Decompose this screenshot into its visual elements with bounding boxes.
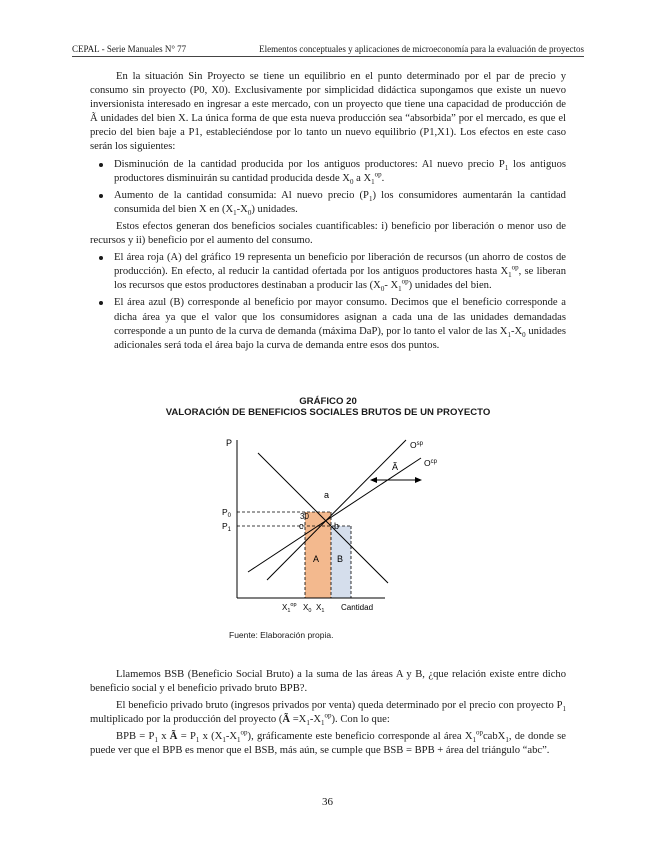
shift-label: Ã [392,462,399,472]
figure-label: GRÁFICO 20 [299,396,357,407]
header-series: CEPAL - Serie Manuales N° 77 [72,44,187,54]
y-tick-p1: $P_1$ [222,521,232,533]
body-text-top [90,70,566,356]
page-number: 36 [322,796,333,808]
paragraph-intro: En la situación Sin Proyecto se tiene un equilibrio en el punto determinado por el par de precio y consumo sin proyecto (P0, X0). Exclusivamente por simplicidad didáctica supongamos que existe un nuevo inversionista interesado en ingresar a este mercado, con un proyecto que tiene una capacidad de producción de Ã unidades del bien X. La única forma de que esta nueva producción sea “absorbida” por el mercado, es que el precio del bien baje a P1, estableciéndose por lo tanto un nuevo equilibrio (P1,X1). Los efectos en este caso serán los siguientes: [90,71,566,153]
x-tick-x1op: $X_1^{op}$ [282,602,297,614]
figure-caption: VALORACIÓN DE BENEFICIOS SOCIALES BRUTOS DE UN PROYECTO [165,407,491,418]
x-tick-x0: $X_0$ [303,603,312,614]
figure-source: Fuente: Elaboración propia. [229,630,334,640]
point-a-label: a [324,490,330,500]
shift-arrow-head-right [415,477,422,483]
point-b-label: b [334,521,340,531]
point-c-label: c [299,521,304,531]
paragraph-benefits: Estos efectos generan dos beneficios sociales cuantificables: i) beneficio por liberación o menor uso de recursos y ii) beneficio por el aumento del consumo. [90,220,566,247]
header-title: Elementos conceptuales y aplicaciones de microeconomía para la evaluación de proyectos [259,44,584,54]
bullet-area-a: El área roja (A) del gráfico 19 representa un beneficio por liberación de recursos (un ahorro de costos de producción). En efecto, al reducir la cantidad ofertada por los antiguos productores hasta $X_1^{op}$, se liberan los recursos que estos productores destinaban a producir las ($X_0-$ $X_1^{op}$) unidades del bien. [90,251,566,293]
area-b-label: B [337,554,344,564]
paragraph-formula: BPB = $P_1$ x Ã = $P_1$ x $(X_1-X_1^{op})$, gráficamente este beneficio corresponde al área $X_1^{op}cabX_1$, de donde se puede ver que el BPB es menor que el BSB, más aún, se cumple que BSB = BPB + área del triángulo “abc”. [90,728,566,757]
running-header [72,44,584,57]
body-text-bottom [90,668,566,762]
y-tick-p0: $P_0$ [222,507,232,519]
x-axis-label: Cantidad [341,603,374,612]
curve-o-cp: $O^{cp}$ [424,458,437,468]
x-tick-x1: $X_1$ [316,603,325,614]
paragraph-bsb: Llamemos BSB (Beneficio Social Bruto) a la suma de las áreas A y B, ¿que relación existe entre dicho beneficio social y el beneficio privado bruto BPB?. [90,669,566,695]
shift-arrow-head-left [370,477,377,483]
supply-demand-chart [210,428,437,620]
extra-label: 30 [300,512,309,521]
bullet-area-b: El área azul (B) corresponde al beneficio por mayor consumo. Decimos que el beneficio corresponde a dicha área ya que el valor que los consumidores asignan a cada una de las unidades demandadas corresponde a un punto de la curva de demanda (máxima DaP), por lo tanto el valor de las $X_1-X_0$ unidades adicionales será toda el área bajo la curva de demanda entre esos dos puntos. [90,296,566,352]
curve-o-sp: $O^{sp}$ [410,440,423,450]
bullet-decrease-production: Disminución de la cantidad producida por los antiguos productores: Al nuevo precio $P_1$ los antiguos productores disminuirán su cantidad producida desde $X_0$ a $X_1^{op}$. [90,158,566,186]
y-axis-label: P [226,438,233,448]
bullet-increase-consumption: Aumento de la cantidad consumida: Al nuevo precio $(P_1)$ los consumidores aumentarán la cantidad consumida del bien X en $(X_1-X_0)$ unidades. [90,189,566,217]
paragraph-bpb: El beneficio privado bruto (ingresos privados por venta) queda determinado por el precio con proyecto $P_1$ multiplicado por la producción del proyecto (Ã $=X_1-X_1^{op}$). Con lo que: [90,700,566,728]
figure-title [72,396,584,418]
area-a-label: A [313,554,320,564]
